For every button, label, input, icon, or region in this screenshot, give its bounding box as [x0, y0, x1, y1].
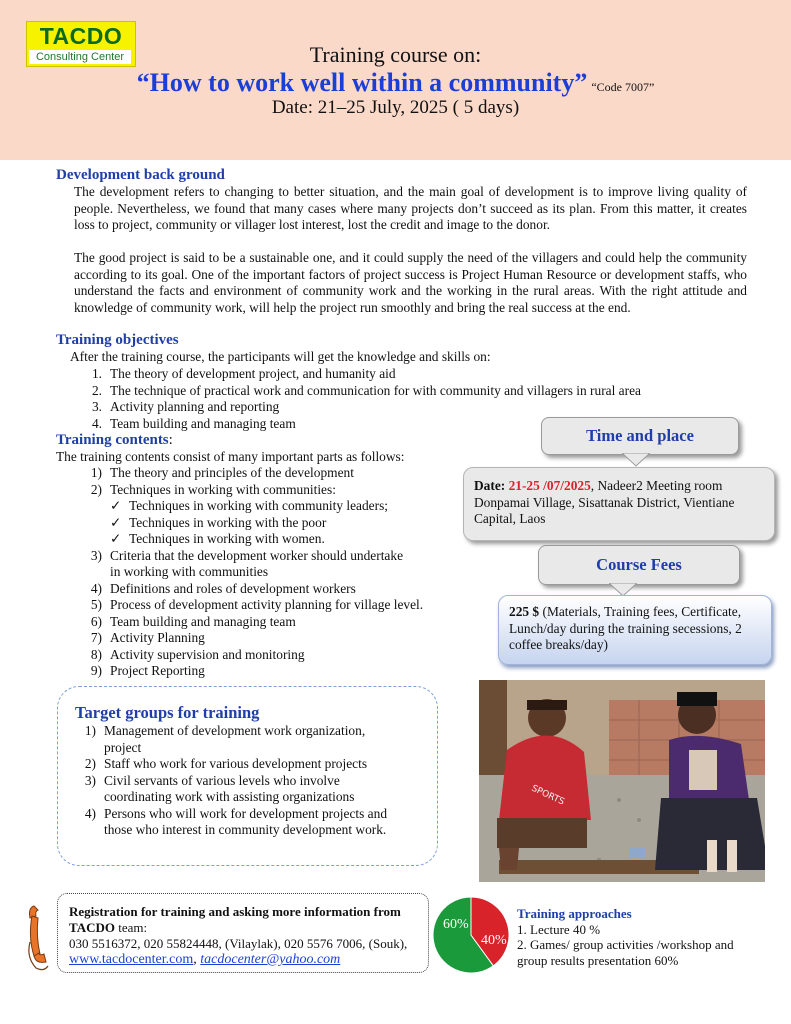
list-item: 9) Project Reporting	[90, 663, 205, 678]
time-place-title: Time and place	[586, 426, 694, 445]
list-item: 4) Definitions and roles of development workers	[90, 580, 356, 596]
list-item: 1. The theory of development project, and humanity aid	[91, 366, 396, 381]
list-item: 1) The theory and principles of the development	[90, 465, 354, 480]
registration-links: www.tacdocenter.com, tacdocenter@yahoo.com	[69, 952, 341, 967]
target-groups-box	[57, 686, 438, 866]
list-item: 3) Civil servants of various levels who involve coordinating work with assisting organizations	[84, 772, 355, 804]
objectives-intro: After the training course, the participants will get the knowledge and skills on:	[70, 349, 491, 364]
fee-details: (Materials, Training fees, Certificate, Lunch/day during the training secessions, 2 coffee breaks/day)	[509, 604, 742, 652]
approaches-pie-chart	[431, 895, 511, 975]
registration-phones: 030 5516372, 020 55824448, (Vilaylak), 020 5576 7006, (Souk),	[69, 936, 408, 951]
date-label: Date:	[474, 478, 509, 493]
check-item: ✓ Techniques in working with community leaders;	[110, 498, 389, 513]
background-heading: Development back ground	[56, 167, 225, 183]
list-item: 3. Activity planning and reporting	[91, 399, 280, 414]
email-link[interactable]: tacdocenter@yahoo.com	[200, 952, 341, 967]
background-paragraph-2: The good project is said to be a sustainable one, and it could supply the need of the villagers and could help the community according to its goal. One of the important factors of project success is Project Human Resource or development staffs, who understand the facts and environment of community work and the working in the rural areas. With the right attitude and knowledge of community work, will help the project run smoothly and bring the real success at the end.	[74, 250, 747, 315]
contents-heading: Training contents	[56, 432, 169, 448]
logo-name: TACDO	[39, 23, 123, 49]
telephone-icon	[26, 902, 56, 972]
contents-list	[72, 465, 472, 680]
pie-label-green: 60%	[443, 917, 469, 932]
registration-line-2: TACDO team:	[69, 920, 148, 935]
list-item: 5) Process of development activity planning for village level.	[90, 597, 424, 612]
fee-amount: 225 $	[509, 604, 540, 619]
checkmark-icon: ✓	[110, 498, 122, 513]
checkmark-icon: ✓	[110, 531, 122, 546]
course-date: Date: 21–25 July, 2025 ( 5 days)	[271, 97, 520, 118]
list-item: 7) Activity Planning	[90, 630, 205, 645]
registration-box	[57, 893, 429, 973]
list-item: 4. Team building and managing team	[91, 415, 296, 431]
logo-subtitle: Consulting Center	[29, 50, 131, 64]
list-item: 6) Team building and managing team	[90, 613, 296, 629]
approach-games-line-1: 2. Games/ group activities /workshop and	[517, 937, 734, 952]
list-item: 2. The technique of practical work and communication for with community and villagers in rural area	[91, 382, 641, 398]
background-paragraph-1: The development refers to changing to better situation, and the main goal of development is to improve living quality of people. Nevertheless, we found that many cases where many projects don’t succeed as its plan. From this matter, it creates loss to project, community or villager lost interest, lost the credit and image to the donor.	[74, 184, 747, 232]
callout-pointer	[622, 453, 650, 467]
course-code: “Code 7007”	[591, 80, 655, 94]
venue-text: , Nadeer2 Meeting room Donpamai Village, Sisattanak District, Vientiane Capital, Laos	[474, 478, 735, 526]
course-title-line	[0, 68, 791, 98]
shirt-text: SPORTS	[529, 783, 566, 808]
approaches-heading: Training approaches	[517, 906, 632, 921]
pie-label-red: 40%	[481, 933, 507, 948]
fees-callout	[538, 545, 740, 585]
contents-intro: The training contents consist of many important parts as follows:	[56, 449, 405, 464]
list-item: 2) Techniques in working with communities:	[90, 481, 336, 497]
list-item: 3) Criteria that the development worker should undertake in working with communities	[90, 547, 404, 579]
list-item: 8) Activity supervision and monitoring	[90, 646, 305, 662]
check-item: ✓ Techniques in working with the poor	[110, 514, 327, 530]
list-item: 4) Persons who will work for development projects and those who interest in community development work.	[84, 805, 388, 837]
fees-title: Course Fees	[596, 555, 682, 574]
course-title: “How to work well within a community”	[136, 68, 588, 97]
website-link[interactable]: www.tacdocenter.com	[69, 952, 194, 967]
fees-box	[498, 595, 772, 665]
header-banner	[0, 0, 791, 160]
registration-line-1: Registration for training and asking more information from	[69, 904, 401, 919]
target-list	[66, 723, 406, 839]
check-item: ✓ Techniques in working with women.	[110, 531, 325, 546]
target-heading: Target groups for training	[75, 703, 260, 722]
time-place-box	[463, 467, 775, 541]
approach-lecture: 1. Lecture 40 %	[517, 921, 601, 937]
course-intro-line: Training course on:	[309, 42, 482, 67]
contents-heading-row: Training contents:	[56, 432, 173, 448]
approaches-block	[517, 906, 777, 968]
list-item: 1) Management of development work organization, project	[84, 723, 366, 755]
objectives-heading: Training objectives	[56, 332, 179, 348]
time-place-callout	[541, 417, 739, 455]
approach-games-line-2: group results presentation 60%	[517, 952, 679, 968]
date-value: 21-25 /07/2025	[508, 478, 591, 493]
list-item: 2) Staff who work for various development projects	[84, 756, 368, 771]
checkmark-icon: ✓	[110, 514, 122, 530]
training-photo	[479, 680, 765, 882]
